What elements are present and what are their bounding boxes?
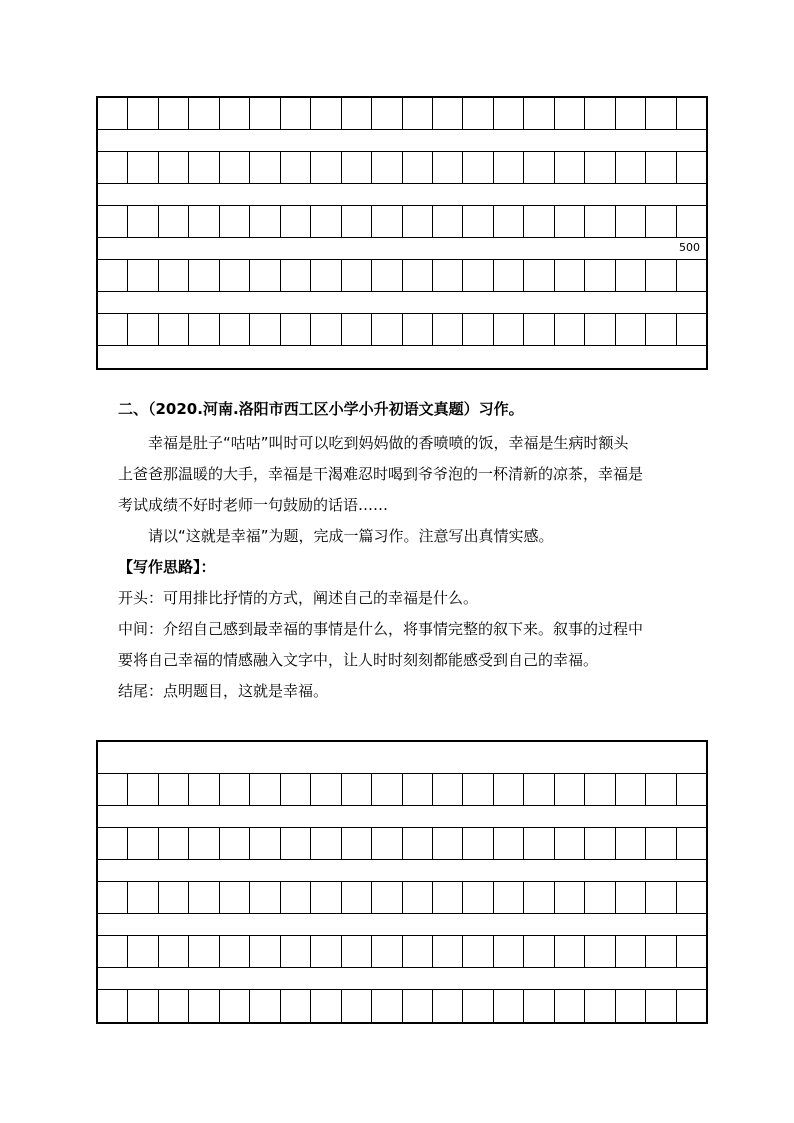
writing-cell	[433, 828, 463, 859]
writing-cell	[250, 774, 280, 805]
writing-cell	[494, 936, 524, 967]
writing-cell	[646, 314, 676, 345]
prompt-line-3: 考试成绩不好时老师一句鼓励的话语……	[118, 496, 389, 514]
writing-cell	[585, 206, 615, 237]
writing-cell	[463, 152, 493, 183]
grid-gap	[98, 914, 706, 936]
writing-cell	[433, 152, 463, 183]
section-text	[118, 394, 718, 707]
writing-cell	[220, 828, 250, 859]
writing-cell	[555, 314, 585, 345]
writing-cell	[585, 260, 615, 291]
writing-cell	[646, 260, 676, 291]
writing-cell	[128, 990, 158, 1022]
writing-cell	[281, 828, 311, 859]
grid-row	[98, 98, 706, 130]
writing-cell	[342, 314, 372, 345]
writing-cell	[98, 152, 128, 183]
writing-cell	[250, 314, 280, 345]
writing-cell	[220, 990, 250, 1022]
writing-cell	[463, 882, 493, 913]
writing-cell	[250, 260, 280, 291]
writing-cell	[311, 98, 341, 129]
writing-cell	[403, 206, 433, 237]
writing-cell	[250, 882, 280, 913]
writing-cell	[524, 936, 554, 967]
writing-cell	[524, 314, 554, 345]
writing-cell	[677, 260, 706, 291]
writing-cell	[98, 936, 128, 967]
writing-cell	[311, 260, 341, 291]
writing-cell	[463, 774, 493, 805]
grid-gap	[98, 130, 706, 152]
writing-cell	[616, 152, 646, 183]
writing-cell	[494, 206, 524, 237]
writing-cell	[159, 936, 189, 967]
writing-cell	[494, 314, 524, 345]
writing-cell	[463, 314, 493, 345]
writing-cell	[281, 314, 311, 345]
writing-cell	[646, 936, 676, 967]
writing-cell	[220, 936, 250, 967]
writing-cell	[585, 828, 615, 859]
writing-cell	[159, 98, 189, 129]
writing-cell	[677, 990, 706, 1022]
grid-row	[98, 206, 706, 238]
writing-cell	[646, 206, 676, 237]
writing-cell	[646, 990, 676, 1022]
writing-cell	[311, 936, 341, 967]
grid-gap	[98, 806, 706, 828]
writing-cell	[220, 774, 250, 805]
writing-cell	[250, 936, 280, 967]
writing-cell	[220, 206, 250, 237]
writing-cell	[311, 882, 341, 913]
writing-cell	[372, 936, 402, 967]
writing-cell	[433, 314, 463, 345]
writing-cell	[372, 882, 402, 913]
writing-cell	[98, 98, 128, 129]
writing-cell	[463, 936, 493, 967]
writing-cell	[311, 774, 341, 805]
writing-cell	[585, 990, 615, 1022]
writing-cell	[281, 206, 311, 237]
writing-cell	[159, 152, 189, 183]
writing-cell	[281, 152, 311, 183]
writing-cell	[494, 774, 524, 805]
writing-cell	[494, 990, 524, 1022]
writing-cell	[189, 990, 219, 1022]
writing-cell	[98, 260, 128, 291]
writing-cell	[281, 98, 311, 129]
writing-cell	[677, 314, 706, 345]
writing-cell	[250, 206, 280, 237]
writing-cell	[281, 260, 311, 291]
writing-cell	[677, 882, 706, 913]
writing-cell	[585, 152, 615, 183]
writing-cell	[342, 936, 372, 967]
writing-cell	[372, 314, 402, 345]
writing-cell	[646, 774, 676, 805]
writing-cell	[555, 828, 585, 859]
writing-cell	[159, 990, 189, 1022]
grid-gap-marker	[98, 238, 706, 260]
writing-cell	[372, 206, 402, 237]
writing-cell	[555, 206, 585, 237]
writing-cell	[646, 828, 676, 859]
writing-cell	[311, 828, 341, 859]
writing-cell	[433, 882, 463, 913]
tip-middle-1: 中间：介绍自己感到最幸福的事情是什么，将事情完整的叙下来。叙事的过程中	[118, 620, 644, 638]
writing-cell	[189, 260, 219, 291]
writing-cell	[159, 828, 189, 859]
writing-cell	[403, 98, 433, 129]
writing-cell	[189, 828, 219, 859]
writing-cell	[189, 936, 219, 967]
writing-cell	[524, 98, 554, 129]
writing-cell	[281, 936, 311, 967]
grid-gap	[98, 860, 706, 882]
grid-gap	[98, 968, 706, 990]
writing-cell	[128, 98, 158, 129]
writing-cell	[524, 774, 554, 805]
writing-cell	[524, 882, 554, 913]
prompt-line-1: 幸福是肚子“咕咕”叫时可以吃到妈妈做的香喷喷的饭，幸福是生病时额头	[148, 434, 629, 452]
writing-cell	[524, 828, 554, 859]
writing-cell	[677, 828, 706, 859]
writing-cell	[128, 774, 158, 805]
writing-cell	[98, 314, 128, 345]
writing-cell	[159, 882, 189, 913]
tip-opening: 开头：可用排比抒情的方式，阐述自己的幸福是什么。	[118, 589, 479, 607]
task-line: 请以“这就是幸福”为题，完成一篇习作。注意写出真情实感。	[148, 527, 554, 545]
writing-cell	[403, 828, 433, 859]
writing-cell	[494, 152, 524, 183]
writing-cell	[128, 882, 158, 913]
writing-cell	[311, 990, 341, 1022]
writing-cell	[646, 882, 676, 913]
writing-cell	[342, 990, 372, 1022]
writing-cell	[403, 314, 433, 345]
writing-cell	[403, 990, 433, 1022]
writing-cell	[220, 98, 250, 129]
writing-cell	[646, 98, 676, 129]
grid-row	[98, 936, 706, 968]
writing-cell	[372, 260, 402, 291]
writing-cell	[403, 774, 433, 805]
writing-cell	[433, 990, 463, 1022]
writing-cell	[403, 152, 433, 183]
writing-cell	[98, 206, 128, 237]
writing-cell	[677, 774, 706, 805]
writing-cell	[128, 260, 158, 291]
writing-cell	[616, 828, 646, 859]
writing-cell	[463, 990, 493, 1022]
writing-cell	[189, 314, 219, 345]
writing-cell	[281, 882, 311, 913]
writing-cell	[616, 774, 646, 805]
writing-cell	[555, 936, 585, 967]
writing-cell	[372, 828, 402, 859]
tips-title: 【写作思路】：	[118, 558, 216, 576]
writing-cell	[616, 206, 646, 237]
writing-cell	[342, 774, 372, 805]
writing-cell	[463, 206, 493, 237]
writing-cell	[311, 314, 341, 345]
writing-cell	[585, 98, 615, 129]
writing-cell	[311, 152, 341, 183]
writing-cell	[494, 828, 524, 859]
writing-cell	[433, 206, 463, 237]
writing-cell	[189, 206, 219, 237]
grid-row	[98, 314, 706, 346]
writing-cell	[250, 828, 280, 859]
writing-cell	[159, 206, 189, 237]
writing-cell	[342, 206, 372, 237]
grid-row	[98, 990, 706, 1022]
writing-cell	[616, 882, 646, 913]
writing-cell	[524, 990, 554, 1022]
writing-cell	[463, 828, 493, 859]
writing-cell	[403, 936, 433, 967]
writing-cell	[128, 936, 158, 967]
writing-cell	[220, 260, 250, 291]
writing-cell	[616, 98, 646, 129]
writing-cell	[220, 314, 250, 345]
grid-row	[98, 260, 706, 292]
writing-cell	[524, 260, 554, 291]
writing-cell	[342, 260, 372, 291]
writing-cell	[463, 260, 493, 291]
grid-gap	[98, 184, 706, 206]
writing-cell	[433, 98, 463, 129]
writing-cell	[433, 936, 463, 967]
writing-cell	[555, 882, 585, 913]
writing-cell	[494, 98, 524, 129]
writing-cell	[189, 882, 219, 913]
writing-cell	[98, 774, 128, 805]
writing-cell	[585, 314, 615, 345]
writing-cell	[372, 152, 402, 183]
writing-cell	[555, 98, 585, 129]
writing-grid-bottom	[96, 740, 708, 1024]
writing-cell	[616, 990, 646, 1022]
writing-cell	[311, 206, 341, 237]
writing-cell	[189, 152, 219, 183]
writing-cell	[372, 774, 402, 805]
writing-cell	[616, 314, 646, 345]
grid-row	[98, 882, 706, 914]
writing-cell	[616, 260, 646, 291]
writing-cell	[159, 314, 189, 345]
writing-cell	[555, 774, 585, 805]
writing-cell	[128, 152, 158, 183]
grid-row	[98, 774, 706, 806]
writing-cell	[372, 990, 402, 1022]
writing-cell	[342, 152, 372, 183]
writing-cell	[677, 98, 706, 129]
writing-cell	[677, 936, 706, 967]
writing-cell	[189, 98, 219, 129]
writing-cell	[342, 98, 372, 129]
writing-cell	[677, 152, 706, 183]
writing-cell	[128, 206, 158, 237]
writing-cell	[677, 206, 706, 237]
writing-cell	[250, 98, 280, 129]
writing-cell	[403, 260, 433, 291]
prompt-line-2: 上爸爸那温暖的大手，幸福是干渴难忍时喝到爷爷泡的一杯清新的凉茶，幸福是	[118, 465, 644, 483]
writing-cell	[555, 260, 585, 291]
word-count-marker: 500	[679, 241, 700, 254]
tip-ending: 结尾：点明题目，这就是幸福。	[118, 682, 329, 700]
writing-cell	[585, 882, 615, 913]
writing-cell	[342, 882, 372, 913]
writing-cell	[616, 936, 646, 967]
grid-gap	[98, 292, 706, 314]
writing-grid-top	[96, 96, 708, 370]
grid-row	[98, 828, 706, 860]
section-heading: 二、（2020.河南.洛阳市西工区小学小升初语文真题）习作。	[118, 400, 524, 418]
writing-cell	[555, 990, 585, 1022]
writing-cell	[342, 828, 372, 859]
writing-cell	[281, 774, 311, 805]
writing-cell	[494, 260, 524, 291]
writing-cell	[159, 774, 189, 805]
writing-cell	[524, 206, 554, 237]
writing-cell	[220, 882, 250, 913]
writing-cell	[189, 774, 219, 805]
writing-cell	[281, 990, 311, 1022]
writing-cell	[524, 152, 554, 183]
writing-cell	[250, 152, 280, 183]
writing-cell	[585, 774, 615, 805]
grid-row	[98, 152, 706, 184]
writing-cell	[494, 882, 524, 913]
writing-cell	[585, 936, 615, 967]
writing-cell	[128, 828, 158, 859]
writing-cell	[159, 260, 189, 291]
tip-middle-2: 要将自己幸福的情感融入文字中，让人时时刻刻都能感受到自己的幸福。	[118, 651, 599, 669]
writing-cell	[98, 990, 128, 1022]
writing-cell	[403, 882, 433, 913]
grid-gap	[98, 742, 706, 774]
writing-cell	[646, 152, 676, 183]
writing-cell	[98, 882, 128, 913]
writing-cell	[128, 314, 158, 345]
writing-cell	[220, 152, 250, 183]
writing-cell	[433, 774, 463, 805]
writing-cell	[463, 98, 493, 129]
writing-cell	[433, 260, 463, 291]
writing-cell	[98, 828, 128, 859]
grid-gap	[98, 346, 706, 368]
writing-cell	[250, 990, 280, 1022]
writing-cell	[555, 152, 585, 183]
writing-cell	[372, 98, 402, 129]
